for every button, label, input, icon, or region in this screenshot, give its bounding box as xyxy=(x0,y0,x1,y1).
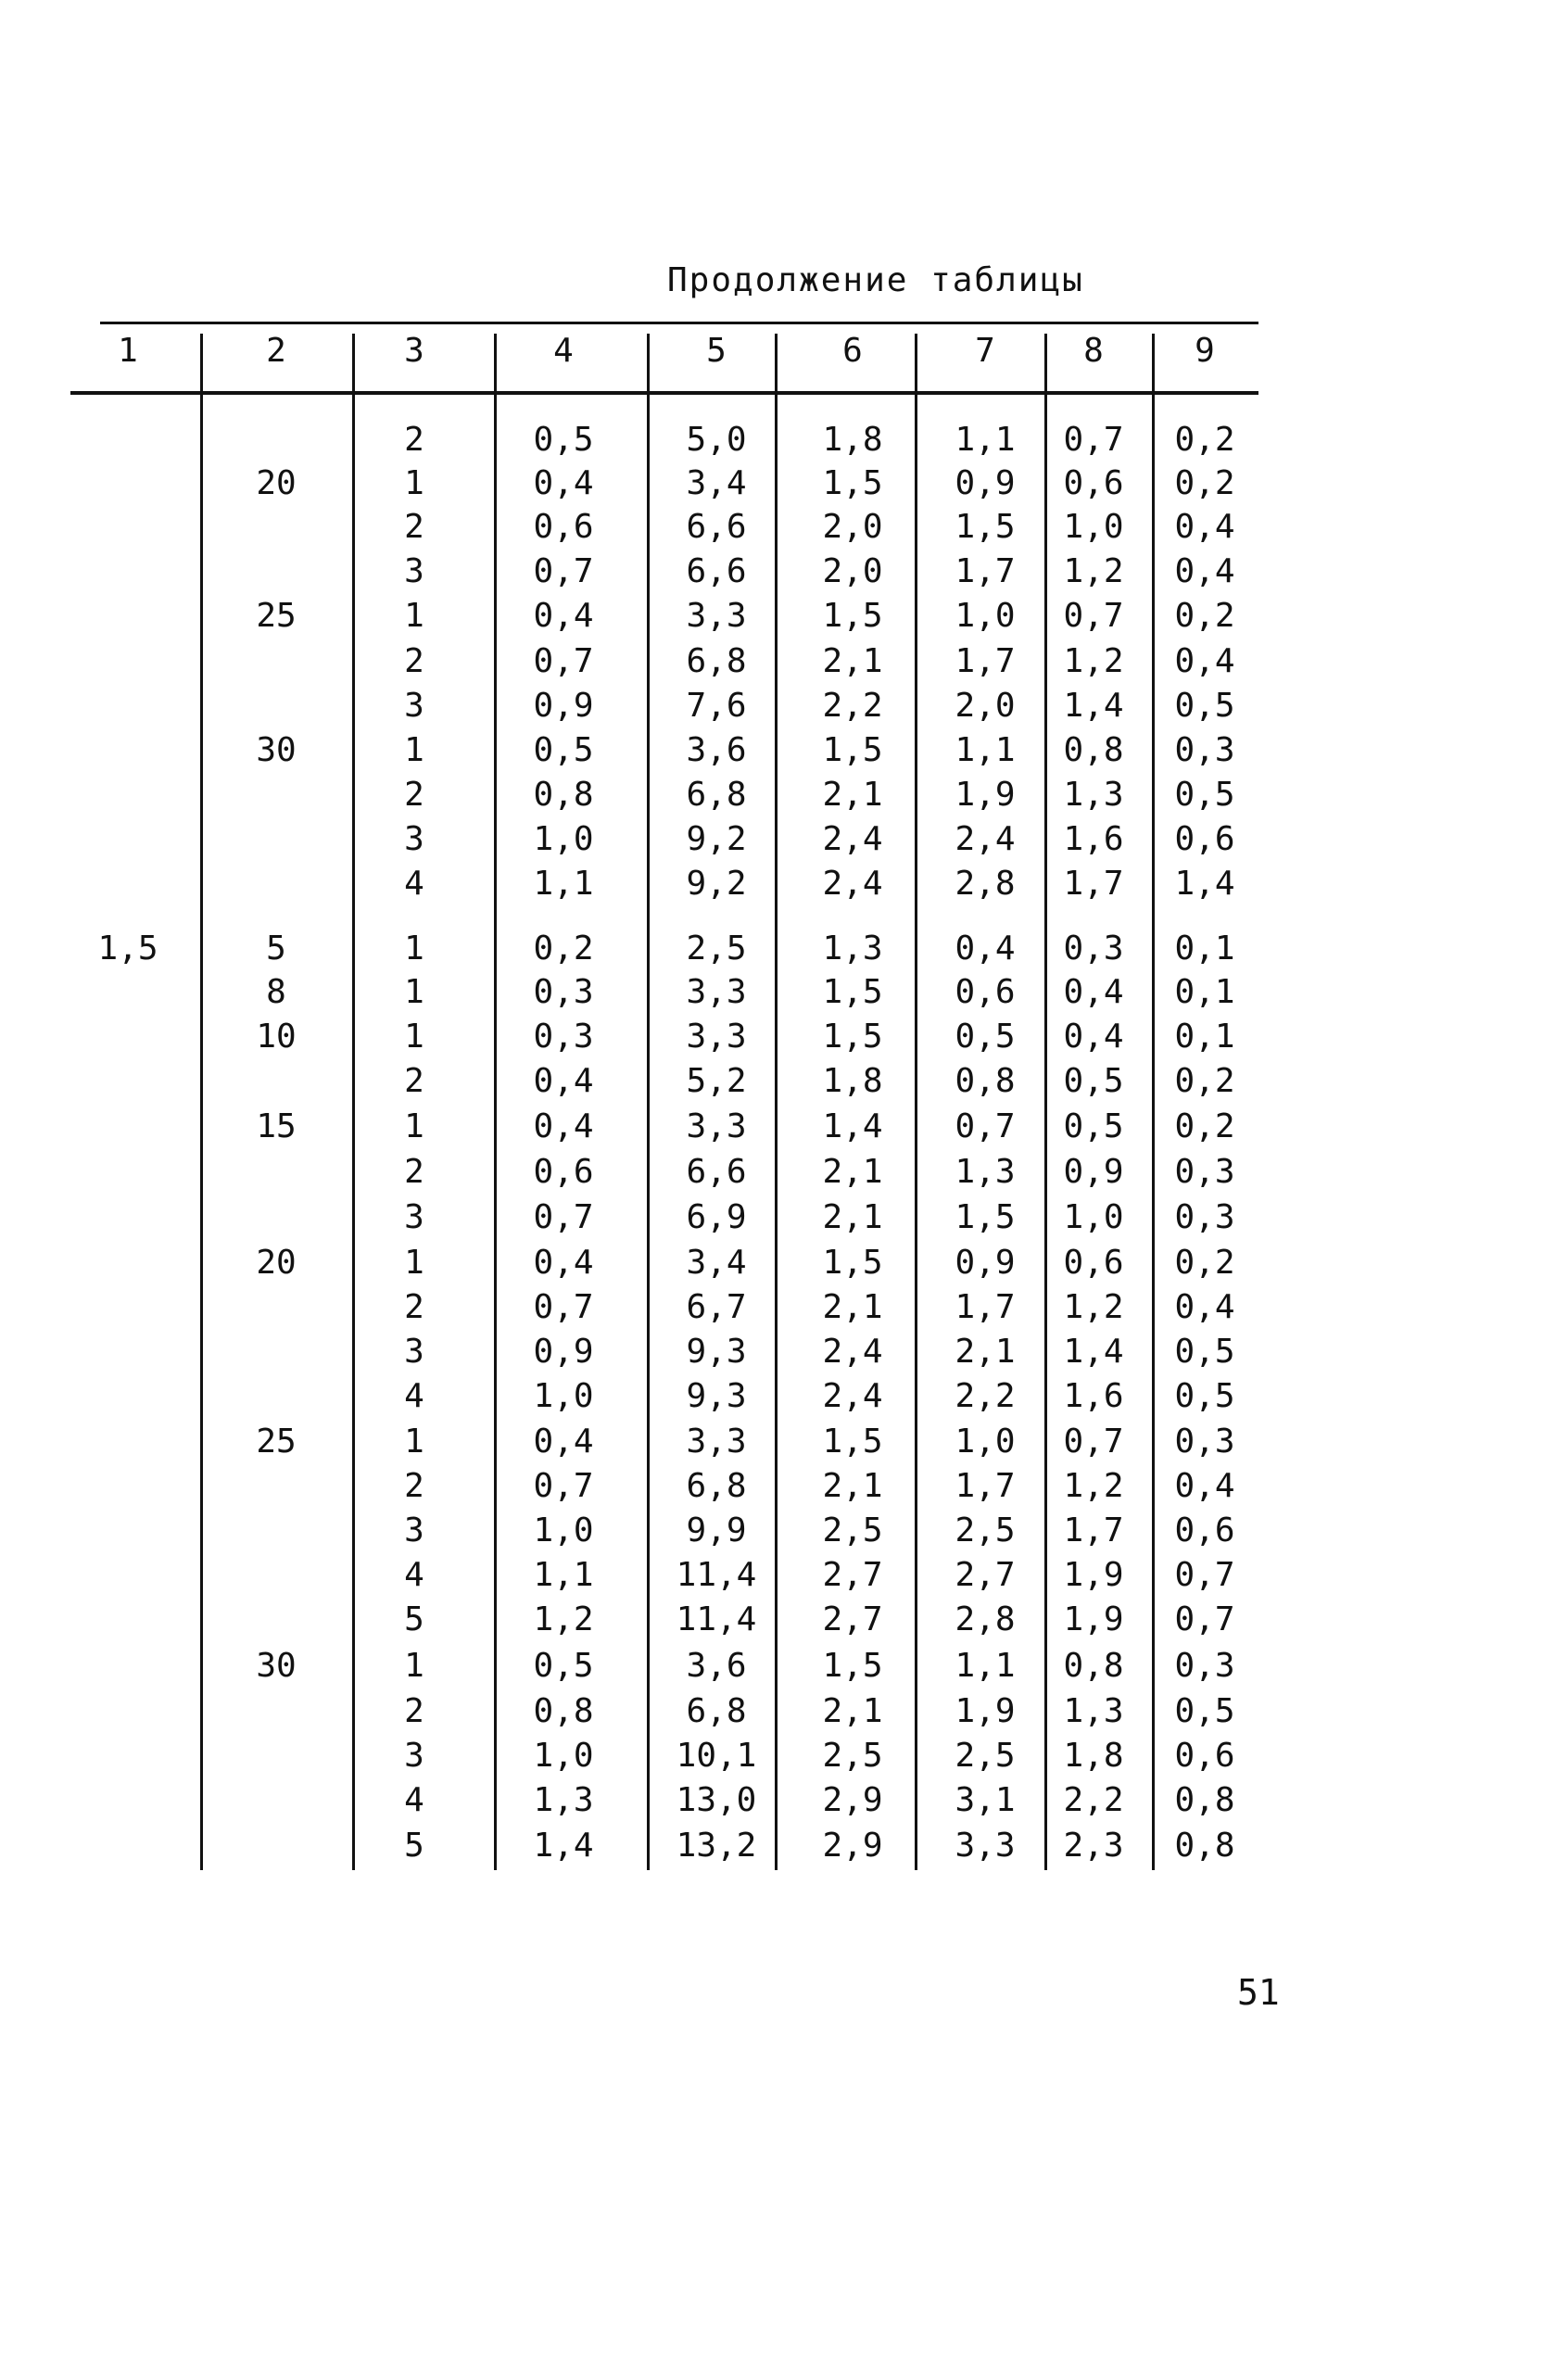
table-cell: 8 xyxy=(266,973,286,1011)
table-cell: 2 xyxy=(404,1288,424,1326)
table-cell: 6,6 xyxy=(686,552,747,590)
table-cell: 0,7 xyxy=(533,642,594,680)
table-cell: 2,0 xyxy=(955,687,1016,725)
table-cell: 1,5 xyxy=(822,973,883,1011)
table-cell: 1,5 xyxy=(955,1198,1016,1236)
column-divider-2 xyxy=(352,334,355,1870)
table-cell: 2,9 xyxy=(822,1781,883,1819)
table-cell: 10,1 xyxy=(676,1737,757,1775)
table-cell: 1,0 xyxy=(533,1737,594,1775)
table-cell: 1 xyxy=(404,930,424,968)
table-cell: 1,4 xyxy=(1063,1333,1124,1371)
table-cell: 5 xyxy=(404,1827,424,1865)
header-cell-5: 5 xyxy=(706,332,727,370)
table-cell: 3,6 xyxy=(686,731,747,769)
table-cell: 11,4 xyxy=(676,1556,757,1594)
table-cell: 0,7 xyxy=(1063,1423,1124,1461)
table-cell: 0,6 xyxy=(533,508,594,546)
table-cell: 1,7 xyxy=(955,642,1016,680)
header-cell-2: 2 xyxy=(266,332,286,370)
table-cell: 15 xyxy=(256,1107,297,1145)
table-cell: 1,0 xyxy=(533,1511,594,1549)
table-cell: 0,4 xyxy=(533,1244,594,1282)
table-cell: 0,4 xyxy=(1174,1467,1235,1505)
table-cell: 0,5 xyxy=(1063,1107,1124,1145)
table-cell: 3,3 xyxy=(955,1827,1016,1865)
table-cell: 0,6 xyxy=(1174,1511,1235,1549)
table-cell: 9,2 xyxy=(686,820,747,858)
table-cell: 0,4 xyxy=(1174,1288,1235,1326)
table-cell: 25 xyxy=(256,1423,297,1461)
table-cell: 2,5 xyxy=(955,1511,1016,1549)
table-cell: 1,6 xyxy=(1063,1377,1124,1415)
table-cell: 1 xyxy=(404,731,424,769)
table-cell: 0,3 xyxy=(1174,1423,1235,1461)
table-cell: 0,7 xyxy=(955,1107,1016,1145)
table-cell: 1,9 xyxy=(1063,1600,1124,1638)
table-cell: 13,2 xyxy=(676,1827,757,1865)
table-cell: 10 xyxy=(256,1018,297,1056)
header-cell-9: 9 xyxy=(1195,332,1215,370)
table-cell: 1,1 xyxy=(955,1647,1016,1685)
table-cell: 3,3 xyxy=(686,1107,747,1145)
table-cell: 6,6 xyxy=(686,1153,747,1191)
table-cell: 1,7 xyxy=(955,1467,1016,1505)
table-cell: 1,0 xyxy=(533,820,594,858)
table-cell: 0,7 xyxy=(533,1288,594,1326)
table-cell: 20 xyxy=(256,464,297,502)
header-cell-7: 7 xyxy=(975,332,995,370)
header-bottom-rule xyxy=(70,391,1258,395)
table-cell: 6,8 xyxy=(686,776,747,814)
table-cell: 0,5 xyxy=(1174,1692,1235,1730)
table-cell: 1,5 xyxy=(822,597,883,635)
table-cell: 1,7 xyxy=(955,1288,1016,1326)
table-cell: 1,7 xyxy=(1063,1511,1124,1549)
table-cell: 2,7 xyxy=(822,1556,883,1594)
table-cell: 0,3 xyxy=(1063,930,1124,968)
table-cell: 1,4 xyxy=(533,1827,594,1865)
table-cell: 2,4 xyxy=(822,1333,883,1371)
table-cell: 0,4 xyxy=(1174,552,1235,590)
table-cell: 0,6 xyxy=(955,973,1016,1011)
table-cell: 7,6 xyxy=(686,687,747,725)
table-cell: 1 xyxy=(404,1647,424,1685)
table-cell: 9,3 xyxy=(686,1333,747,1371)
table-cell: 0,2 xyxy=(1174,1107,1235,1145)
table-cell: 2,4 xyxy=(955,820,1016,858)
table-cell: 6,6 xyxy=(686,508,747,546)
table-cell: 4 xyxy=(404,1377,424,1415)
table-cell: 2,0 xyxy=(822,508,883,546)
table-cell: 1,3 xyxy=(1063,1692,1124,1730)
table-cell: 0,4 xyxy=(1063,973,1124,1011)
table-cell: 0,6 xyxy=(1174,1737,1235,1775)
table-cell: 1,5 xyxy=(822,731,883,769)
table-cell: 0,5 xyxy=(1174,687,1235,725)
table-cell: 2 xyxy=(404,508,424,546)
table-cell: 0,4 xyxy=(955,930,1016,968)
table-cell: 0,2 xyxy=(1174,597,1235,635)
table-cell: 6,8 xyxy=(686,1467,747,1505)
table-cell: 1,2 xyxy=(1063,642,1124,680)
column-divider-1 xyxy=(200,334,203,1870)
table-cell: 3 xyxy=(404,552,424,590)
table-cell: 9,3 xyxy=(686,1377,747,1415)
table-cell: 11,4 xyxy=(676,1600,757,1638)
table-cell: 0,1 xyxy=(1174,930,1235,968)
table-cell: 2,5 xyxy=(822,1737,883,1775)
table-cell: 1,1 xyxy=(533,865,594,903)
table-cell: 20 xyxy=(256,1244,297,1282)
table-cell: 1,1 xyxy=(533,1556,594,1594)
table-cell: 1 xyxy=(404,464,424,502)
table-cell: 3 xyxy=(404,1198,424,1236)
table-cell: 1,3 xyxy=(955,1153,1016,1191)
table-cell: 2 xyxy=(404,1153,424,1191)
table-cell: 2,8 xyxy=(955,1600,1016,1638)
column-divider-8 xyxy=(1152,334,1155,1870)
table-cell: 3,6 xyxy=(686,1647,747,1685)
table-cell: 0,4 xyxy=(1174,642,1235,680)
table-cell: 3,4 xyxy=(686,1244,747,1282)
page-number: 51 xyxy=(1237,1972,1280,2013)
table-cell: 0,1 xyxy=(1174,973,1235,1011)
table-cell: 0,7 xyxy=(1174,1600,1235,1638)
table-cell: 0,8 xyxy=(955,1062,1016,1100)
table-cell: 2,3 xyxy=(1063,1827,1124,1865)
table-cell: 3 xyxy=(404,1511,424,1549)
table-cell: 1,5 xyxy=(97,930,158,968)
table-cell: 1,1 xyxy=(955,421,1016,459)
header-cell-1: 1 xyxy=(118,332,138,370)
column-divider-4 xyxy=(647,334,650,1870)
table-cell: 1,0 xyxy=(533,1377,594,1415)
table-cell: 1,0 xyxy=(1063,1198,1124,1236)
table-cell: 3,1 xyxy=(955,1781,1016,1819)
table-cell: 1,9 xyxy=(955,1692,1016,1730)
table-cell: 1,9 xyxy=(955,776,1016,814)
table-cell: 30 xyxy=(256,1647,297,1685)
table-cell: 3 xyxy=(404,1737,424,1775)
table-cell: 2,5 xyxy=(822,1511,883,1549)
table-cell: 0,7 xyxy=(1174,1556,1235,1594)
table-cell: 0,5 xyxy=(533,421,594,459)
table-cell: 0,8 xyxy=(1063,1647,1124,1685)
table-cell: 3,3 xyxy=(686,973,747,1011)
table-cell: 1,2 xyxy=(533,1600,594,1638)
table-cell: 0,3 xyxy=(1174,1647,1235,1685)
table-cell: 3,4 xyxy=(686,464,747,502)
table-cell: 2 xyxy=(404,642,424,680)
table-cell: 0,7 xyxy=(1063,597,1124,635)
table-cell: 2,0 xyxy=(822,552,883,590)
table-cell: 9,9 xyxy=(686,1511,747,1549)
table-cell: 1 xyxy=(404,597,424,635)
table-cell: 4 xyxy=(404,1781,424,1819)
table-cell: 0,4 xyxy=(533,597,594,635)
table-cell: 2,5 xyxy=(955,1737,1016,1775)
header-cell-4: 4 xyxy=(553,332,574,370)
table-cell: 1,5 xyxy=(822,1423,883,1461)
table-cell: 1,4 xyxy=(822,1107,883,1145)
table-cell: 0,2 xyxy=(1174,1244,1235,1282)
table-cell: 0,6 xyxy=(533,1153,594,1191)
table-cell: 0,2 xyxy=(533,930,594,968)
table-cell: 2 xyxy=(404,1062,424,1100)
table-cell: 0,7 xyxy=(1063,421,1124,459)
table-cell: 0,3 xyxy=(533,973,594,1011)
table-cell: 1,5 xyxy=(822,1244,883,1282)
table-cell: 0,9 xyxy=(955,464,1016,502)
table-cell: 1,0 xyxy=(955,597,1016,635)
table-cell: 3,3 xyxy=(686,1423,747,1461)
table-cell: 2,1 xyxy=(822,776,883,814)
table-cell: 9,2 xyxy=(686,865,747,903)
table-cell: 2,2 xyxy=(1063,1781,1124,1819)
table-cell: 0,4 xyxy=(533,1062,594,1100)
table-cell: 2,1 xyxy=(822,1153,883,1191)
table-cell: 4 xyxy=(404,865,424,903)
table-cell: 1 xyxy=(404,973,424,1011)
table-cell: 0,2 xyxy=(1174,1062,1235,1100)
table-cell: 1,2 xyxy=(1063,1467,1124,1505)
header-cell-8: 8 xyxy=(1083,332,1104,370)
table-cell: 0,3 xyxy=(1174,1198,1235,1236)
table-cell: 6,8 xyxy=(686,1692,747,1730)
table-cell: 0,5 xyxy=(1063,1062,1124,1100)
table-cell: 0,5 xyxy=(955,1018,1016,1056)
table-cell: 1,3 xyxy=(1063,776,1124,814)
table-cell: 0,4 xyxy=(1174,508,1235,546)
table-cell: 2,2 xyxy=(955,1377,1016,1415)
table-cell: 1,8 xyxy=(822,1062,883,1100)
table-cell: 1 xyxy=(404,1244,424,1282)
table-cell: 1 xyxy=(404,1107,424,1145)
table-cell: 0,8 xyxy=(533,1692,594,1730)
table-cell: 1,0 xyxy=(1063,508,1124,546)
table-cell: 1,9 xyxy=(1063,1556,1124,1594)
table-cell: 5 xyxy=(404,1600,424,1638)
table-cell: 1 xyxy=(404,1018,424,1056)
table-cell: 0,6 xyxy=(1063,464,1124,502)
table-cell: 2,4 xyxy=(822,1377,883,1415)
column-divider-7 xyxy=(1044,334,1047,1870)
table-cell: 1,2 xyxy=(1063,552,1124,590)
table-cell: 2,1 xyxy=(822,1692,883,1730)
table-cell: 0,6 xyxy=(1063,1244,1124,1282)
table-cell: 1,1 xyxy=(955,731,1016,769)
table-cell: 1,8 xyxy=(822,421,883,459)
table-cell: 0,5 xyxy=(1174,1377,1235,1415)
table-cell: 2 xyxy=(404,1692,424,1730)
table-cell: 6,8 xyxy=(686,642,747,680)
header-cell-3: 3 xyxy=(404,332,424,370)
table-cell: 13,0 xyxy=(676,1781,757,1819)
table-top-rule xyxy=(100,322,1258,324)
table-cell: 0,6 xyxy=(1174,820,1235,858)
table-cell: 0,5 xyxy=(533,1647,594,1685)
table-cell: 0,7 xyxy=(533,552,594,590)
table-cell: 0,9 xyxy=(1063,1153,1124,1191)
table-cell: 1,6 xyxy=(1063,820,1124,858)
table-cell: 0,5 xyxy=(533,731,594,769)
table-cell: 2,1 xyxy=(955,1333,1016,1371)
table-cell: 2,1 xyxy=(822,642,883,680)
table-cell: 0,3 xyxy=(1174,1153,1235,1191)
table-cell: 3 xyxy=(404,820,424,858)
table-cell: 6,9 xyxy=(686,1198,747,1236)
table-cell: 0,5 xyxy=(1174,776,1235,814)
table-cell: 1,3 xyxy=(533,1781,594,1819)
table-cell: 1 xyxy=(404,1423,424,1461)
table-cell: 0,4 xyxy=(533,1107,594,1145)
table-cell: 2,9 xyxy=(822,1827,883,1865)
table-cell: 2 xyxy=(404,1467,424,1505)
table-cell: 1,0 xyxy=(955,1423,1016,1461)
table-cell: 0,7 xyxy=(533,1198,594,1236)
table-cell: 30 xyxy=(256,731,297,769)
table-cell: 1,5 xyxy=(822,464,883,502)
table-cell: 0,8 xyxy=(1174,1827,1235,1865)
table-cell: 25 xyxy=(256,597,297,635)
table-cell: 0,4 xyxy=(533,464,594,502)
table-cell: 2,4 xyxy=(822,820,883,858)
table-cell: 3 xyxy=(404,1333,424,1371)
table-cell: 0,9 xyxy=(533,687,594,725)
table-cell: 0,5 xyxy=(1174,1333,1235,1371)
table-cell: 1,5 xyxy=(822,1018,883,1056)
table-cell: 0,8 xyxy=(1174,1781,1235,1819)
table-cell: 0,4 xyxy=(533,1423,594,1461)
header-cell-6: 6 xyxy=(842,332,863,370)
column-divider-3 xyxy=(494,334,497,1870)
table-cell: 1,2 xyxy=(1063,1288,1124,1326)
table-cell: 0,8 xyxy=(1063,731,1124,769)
table-cell: 0,3 xyxy=(1174,731,1235,769)
table-cell: 6,7 xyxy=(686,1288,747,1326)
table-cell: 2,1 xyxy=(822,1467,883,1505)
table-cell: 1,5 xyxy=(955,508,1016,546)
table-cell: 1,7 xyxy=(955,552,1016,590)
table-cell: 3 xyxy=(404,687,424,725)
table-cell: 0,8 xyxy=(533,776,594,814)
table-cell: 2,1 xyxy=(822,1198,883,1236)
table-cell: 2,4 xyxy=(822,865,883,903)
table-cell: 1,3 xyxy=(822,930,883,968)
column-divider-5 xyxy=(775,334,778,1870)
column-divider-6 xyxy=(915,334,917,1870)
table-cell: 0,9 xyxy=(533,1333,594,1371)
table-cell: 3,3 xyxy=(686,597,747,635)
table-cell: 0,2 xyxy=(1174,421,1235,459)
table-cell: 1,4 xyxy=(1063,687,1124,725)
table-cell: 0,2 xyxy=(1174,464,1235,502)
table-cell: 1,4 xyxy=(1174,865,1235,903)
table-cell: 0,9 xyxy=(955,1244,1016,1282)
table-cell: 0,1 xyxy=(1174,1018,1235,1056)
table-cell: 2,8 xyxy=(955,865,1016,903)
table-cell: 0,7 xyxy=(533,1467,594,1505)
table-cell: 1,8 xyxy=(1063,1737,1124,1775)
table-caption: Продолжение таблицы xyxy=(667,261,1084,299)
table-cell: 2,5 xyxy=(686,930,747,968)
table-cell: 2,7 xyxy=(822,1600,883,1638)
table-cell: 0,3 xyxy=(533,1018,594,1056)
table-cell: 1,7 xyxy=(1063,865,1124,903)
table-cell: 1,5 xyxy=(822,1647,883,1685)
table-cell: 2,7 xyxy=(955,1556,1016,1594)
table-cell: 4 xyxy=(404,1556,424,1594)
table-cell: 5,0 xyxy=(686,421,747,459)
table-cell: 5 xyxy=(266,930,286,968)
table-cell: 3,3 xyxy=(686,1018,747,1056)
table-cell: 2 xyxy=(404,421,424,459)
table-cell: 2 xyxy=(404,776,424,814)
table-cell: 2,2 xyxy=(822,687,883,725)
table-cell: 5,2 xyxy=(686,1062,747,1100)
table-cell: 0,4 xyxy=(1063,1018,1124,1056)
table-cell: 2,1 xyxy=(822,1288,883,1326)
